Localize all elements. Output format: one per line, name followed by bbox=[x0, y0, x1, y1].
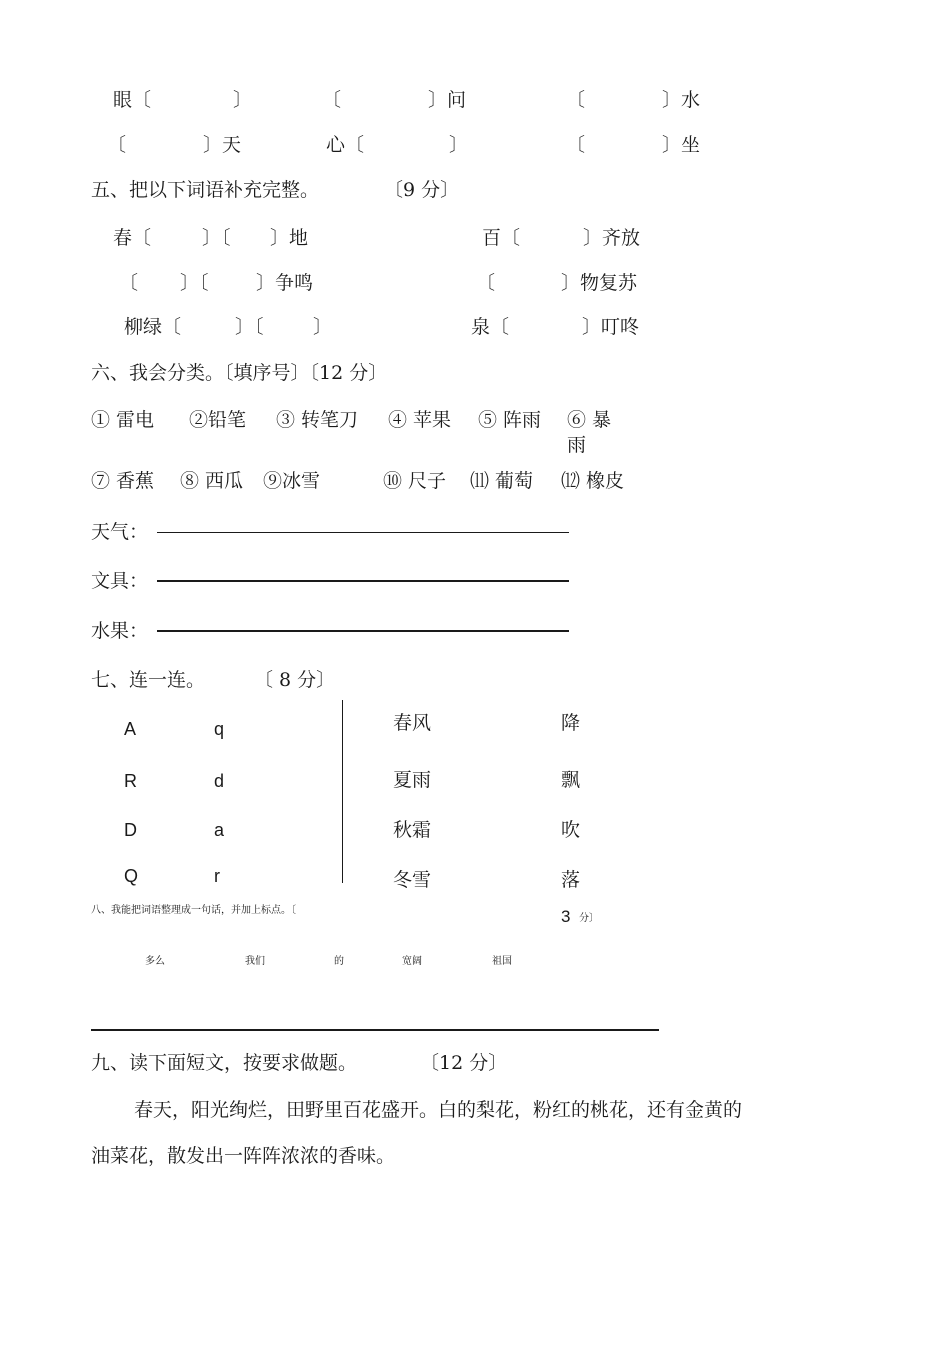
s6-item-9: ⑨冰雪 bbox=[263, 470, 321, 492]
s5-r3-c5: 〕叮咚 bbox=[582, 316, 640, 338]
s7-divider bbox=[342, 700, 343, 883]
s7-verb-2: 飘 bbox=[561, 769, 581, 791]
s7-letter-right-3: a bbox=[214, 820, 225, 840]
s7-season-4: 冬雪 bbox=[393, 869, 432, 891]
s5-r3-c3: 〕 bbox=[313, 316, 333, 338]
s4-r1-c1: 眼〔 bbox=[113, 89, 152, 111]
s6-item-7: ⑦ 香蕉 bbox=[91, 470, 155, 492]
s5-r1-c1: 春〔 bbox=[113, 227, 152, 249]
s6-answer-line-weather bbox=[157, 532, 569, 533]
s4-r1-c3: 〔 bbox=[322, 89, 342, 111]
s6-item-11: ⑾ 葡萄 bbox=[470, 470, 534, 492]
s5-score: 〔9 分〕 bbox=[384, 179, 460, 201]
s8-word-4: 宽阔 bbox=[402, 956, 422, 967]
s5-r2-c2: 〕〔 bbox=[180, 272, 209, 294]
s7-verb-1: 降 bbox=[561, 712, 581, 734]
s7-letter-right-4: r bbox=[214, 866, 220, 886]
s4-r2-c6: 〕坐 bbox=[662, 134, 701, 156]
s4-r1-c5: 〔 bbox=[566, 89, 586, 111]
s6-item-6-wrap: 雨 bbox=[567, 434, 587, 456]
s5-r2-c5: 〕物复苏 bbox=[561, 272, 638, 294]
s7-letter-right-1: q bbox=[214, 719, 225, 739]
s5-r3-c1: 柳绿〔 bbox=[124, 316, 182, 338]
s7-letter-left-2: R bbox=[124, 771, 137, 791]
s8-answer-line bbox=[91, 1029, 659, 1031]
s7-letter-right-2: d bbox=[214, 771, 225, 791]
s7-letter-left-1: A bbox=[124, 719, 137, 739]
s6-answer-line-fruit bbox=[157, 630, 569, 632]
s9-paragraph-line-1: 春天，阳光绚烂，田野里百花盛开。白的梨花，粉红的桃花，还有金黄的 bbox=[134, 1099, 743, 1121]
s6-item-5: ⑤ 阵雨 bbox=[478, 409, 542, 431]
s5-r1-c2: 〕〔 bbox=[202, 227, 231, 249]
s6-item-1: ① 雷电 bbox=[91, 409, 155, 431]
s6-category-stationery: 文具： bbox=[91, 570, 149, 592]
s4-r2-c3: 心〔 bbox=[326, 134, 365, 156]
s6-answer-line-stationery bbox=[157, 580, 569, 582]
s5-r2-c3: 〕争鸣 bbox=[256, 272, 314, 294]
s6-item-12: ⑿ 橡皮 bbox=[561, 470, 625, 492]
s4-r1-c4: 〕问 bbox=[428, 89, 467, 111]
s6-category-fruit: 水果： bbox=[91, 620, 149, 642]
s5-r2-c4: 〔 bbox=[476, 272, 496, 294]
s4-r1-c6: 〕水 bbox=[662, 89, 701, 111]
s7-letter-left-3: D bbox=[124, 820, 137, 840]
s9-paragraph-line-2: 油菜花，散发出一阵阵浓浓的香味。 bbox=[91, 1145, 396, 1167]
s6-item-2: ②铅笔 bbox=[189, 409, 247, 431]
s8-word-3: 的 bbox=[334, 956, 344, 967]
s7-verb-4: 落 bbox=[561, 869, 581, 891]
s6-item-6: ⑥ 暴 bbox=[567, 409, 612, 431]
s7-season-2: 夏雨 bbox=[393, 769, 432, 791]
s6-category-weather: 天气： bbox=[91, 521, 149, 543]
s9-heading: 九、读下面短文，按要求做题。 bbox=[91, 1052, 358, 1074]
s6-item-8: ⑧ 西瓜 bbox=[180, 470, 244, 492]
s8-word-1: 多么 bbox=[145, 956, 165, 967]
s7-season-3: 秋霜 bbox=[393, 819, 432, 841]
s4-r2-c5: 〔 bbox=[566, 134, 586, 156]
s6-item-3: ③ 转笔刀 bbox=[276, 409, 359, 431]
s6-heading: 六、我会分类。〔填序号〕〔12 分〕 bbox=[91, 362, 388, 384]
s4-r2-c2: 〕天 bbox=[203, 134, 242, 156]
s8-score-number: 3 bbox=[561, 907, 571, 926]
s6-item-4: ④ 苹果 bbox=[388, 409, 452, 431]
s5-r1-c3: 〕地 bbox=[270, 227, 309, 249]
s5-r3-c2: 〕〔 bbox=[235, 316, 264, 338]
s5-r2-c1: 〔 bbox=[119, 272, 139, 294]
s8-word-2: 我们 bbox=[245, 956, 265, 967]
s9-score: 〔12 分〕 bbox=[420, 1052, 508, 1074]
s5-r1-c5: 〕齐放 bbox=[583, 227, 641, 249]
s8-score-unit: 分〕 bbox=[579, 913, 599, 924]
s8-heading: 八、我能把词语整理成一句话，并加上标点。〔 bbox=[91, 905, 296, 916]
s7-letter-left-4: Q bbox=[124, 866, 139, 886]
s5-r3-c4: 泉〔 bbox=[471, 316, 510, 338]
s7-verb-3: 吹 bbox=[561, 819, 581, 841]
s5-heading: 五、把以下词语补充完整。 bbox=[91, 179, 320, 201]
s5-r1-c4: 百〔 bbox=[482, 227, 521, 249]
s7-score: 〔 8 分〕 bbox=[254, 669, 336, 691]
s6-item-10: ⑩ 尺子 bbox=[383, 470, 447, 492]
s7-heading: 七、连一连。 bbox=[91, 669, 206, 691]
s4-r2-c1: 〔 bbox=[107, 134, 127, 156]
s7-season-1: 春风 bbox=[393, 712, 432, 734]
s4-r1-c2: 〕 bbox=[233, 89, 253, 111]
s4-r2-c4: 〕 bbox=[449, 134, 469, 156]
s8-word-5: 祖国 bbox=[492, 956, 512, 967]
